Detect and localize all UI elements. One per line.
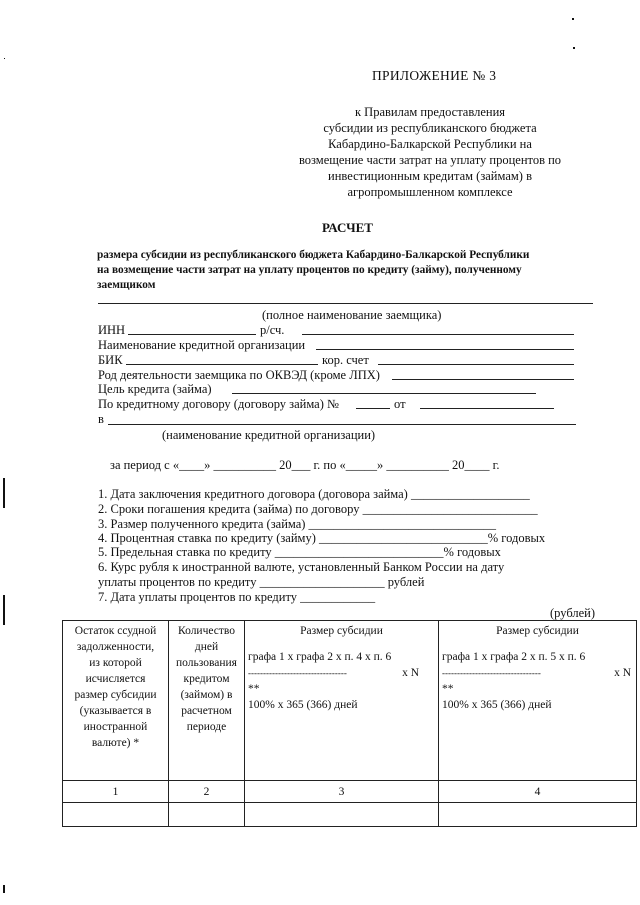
table-cell[interactable]	[245, 803, 439, 827]
header-line: задолженности,	[76, 641, 155, 653]
header-line: кредитом	[183, 673, 230, 685]
table-cell[interactable]	[439, 803, 637, 827]
borrower-name-line[interactable]	[98, 303, 593, 304]
formula-denominator: 100% x 365 (366) дней	[442, 699, 552, 711]
header-line: (указывается в	[79, 705, 152, 717]
column-header-subsidy-rate	[245, 621, 439, 781]
unit-label: (рублей)	[550, 606, 596, 620]
corr-account-field[interactable]	[378, 364, 574, 365]
inn-field[interactable]	[128, 334, 256, 335]
header-line: возмещение части затрат на уплату процентов по	[298, 153, 562, 167]
formula-multiplier: x N	[402, 667, 419, 679]
table-cell[interactable]	[63, 803, 169, 827]
header-line: агропромышленном комплексе	[347, 185, 513, 199]
inn-label: ИНН	[98, 323, 126, 337]
item-7[interactable]: 7. Дата уплаты процентов по кредиту ____________	[98, 590, 376, 604]
header-line: к Правилам предоставления	[354, 105, 506, 119]
column-number: 1	[63, 781, 169, 803]
bik-label: БИК	[98, 353, 123, 367]
formula-divider: ---------------------------------	[248, 668, 347, 678]
header-line: валюте) *	[91, 737, 140, 749]
subtitle-line: размера субсидии из республиканского бюджета Кабардино-Балкарской Республики	[97, 249, 530, 261]
header-line: дней	[194, 641, 219, 653]
document-title: РАСЧЕТ	[322, 220, 373, 235]
formula-denominator: 100% x 365 (366) дней	[248, 699, 358, 711]
purpose-field[interactable]	[232, 393, 536, 394]
header-line: Кабардино-Балкарской Республики на	[328, 137, 532, 151]
account-field[interactable]	[302, 334, 574, 335]
subtitle-line: на возмещение части затрат на уплату процентов по кредиту (займу), полученному	[97, 264, 522, 276]
credit-org-caption: (наименование кредитной организации)	[162, 428, 376, 442]
header-line: Количество	[178, 625, 235, 637]
column-header-loan-balance	[63, 621, 169, 781]
header-line: размер субсидии	[74, 689, 157, 701]
scan-mark	[572, 18, 574, 20]
contract-from-label: от	[394, 397, 406, 411]
table-cell[interactable]	[169, 803, 245, 827]
column-header-subsidy-limit	[439, 621, 637, 781]
header-line: (займом) в	[180, 689, 233, 701]
formula-numerator: графа 1 x графа 2 x п. 5 x п. 6	[442, 651, 586, 663]
purpose-label: Цель кредита (займа)	[98, 382, 212, 396]
item-4[interactable]: 4. Процентная ставка по кредиту (займу) ___________________________% годовых	[98, 531, 546, 545]
column-number: 2	[169, 781, 245, 803]
credit-org-name-field[interactable]	[108, 424, 576, 425]
contract-label: По кредитному договору (договору займа) №	[98, 397, 339, 411]
footnote-stars: **	[442, 683, 454, 695]
scan-mark	[3, 885, 5, 893]
scan-mark	[573, 47, 575, 49]
contract-date-field[interactable]	[420, 408, 554, 409]
formula-numerator: графа 1 x графа 2 x п. 4 x п. 6	[248, 651, 392, 663]
period-line[interactable]: за период с «____» __________ 20___ г. по «_____» __________ 20____ г.	[110, 458, 500, 472]
header-line: субсидии из республиканского бюджета	[323, 121, 537, 135]
okved-field[interactable]	[392, 379, 574, 380]
item-5[interactable]: 5. Предельная ставка по кредиту ___________________________% годовых	[98, 545, 501, 559]
formula-multiplier: x N	[614, 667, 631, 679]
table-number-row	[63, 781, 637, 803]
item-1[interactable]: 1. Дата заключения кредитного договора (договора займа) ___________________	[98, 487, 530, 501]
header-line: инвестиционным кредитам (займам) в	[328, 169, 532, 183]
appendix-title: ПРИЛОЖЕНИЕ № 3	[372, 68, 497, 83]
header-line: периоде	[186, 721, 227, 733]
item-6: 6. Курс рубля к иностранной валюте, установленный Банком России на дату	[98, 560, 505, 574]
header-line: исчисляется	[85, 673, 146, 685]
header-title: Размер субсидии	[496, 625, 579, 637]
header-line: расчетном	[181, 705, 232, 717]
scan-mark	[3, 478, 5, 508]
column-number: 3	[245, 781, 439, 803]
bik-field[interactable]	[126, 364, 318, 365]
credit-org-field[interactable]	[316, 349, 574, 350]
table-header-row	[63, 621, 637, 781]
footnote-stars: **	[248, 683, 260, 695]
column-header-days	[169, 621, 245, 781]
contract-number-field[interactable]	[356, 408, 390, 409]
formula-divider: ---------------------------------	[442, 668, 541, 678]
header-line: из которой	[89, 657, 142, 669]
credit-org-label: Наименование кредитной организации	[98, 338, 306, 352]
header-line: иностранной	[83, 721, 148, 733]
scan-mark	[3, 595, 5, 625]
item-2[interactable]: 2. Сроки погашения кредита (займа) по договору ____________________________	[98, 502, 538, 516]
item-3[interactable]: 3. Размер полученного кредита (займа) ______________________________	[98, 517, 497, 531]
subsidy-table	[62, 620, 637, 827]
table-row[interactable]	[63, 803, 637, 827]
account-label: р/сч.	[260, 323, 285, 337]
scan-mark	[4, 58, 5, 59]
subtitle-line: заемщиком	[97, 279, 156, 291]
okved-label: Род деятельности заемщика по ОКВЭД (кроме ЛПХ)	[98, 368, 380, 382]
in-label: в	[98, 412, 104, 426]
corr-account-label: кор. счет	[322, 353, 369, 367]
item-6-continued[interactable]: уплаты процентов по кредиту ____________________ рублей	[98, 575, 425, 589]
header-line: Остаток ссудной	[74, 625, 157, 637]
header-line: пользования	[176, 657, 237, 669]
header-title: Размер субсидии	[300, 625, 383, 637]
borrower-caption: (полное наименование заемщика)	[262, 308, 442, 322]
column-number: 4	[439, 781, 637, 803]
